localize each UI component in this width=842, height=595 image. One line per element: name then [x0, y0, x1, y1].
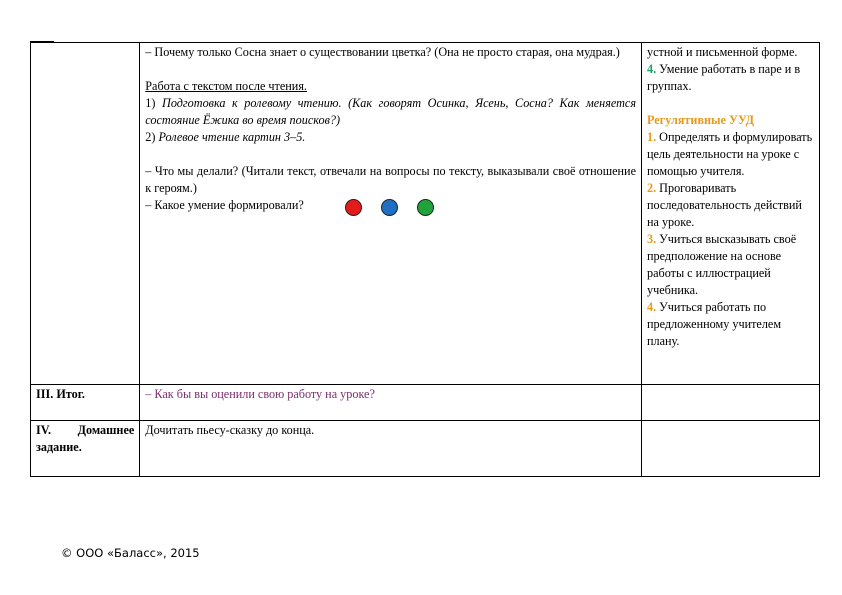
red-circle — [345, 199, 362, 216]
question-3-line — [145, 197, 636, 214]
question-1: – Почему только Сосна знает о существовании цветка? (Она не просто старая, она мудрая.) — [145, 45, 620, 59]
comm-line-top: устной и письменной форме. — [646, 45, 798, 59]
blue-circle — [381, 199, 398, 216]
reg-item-3: 3. Учиться высказывать своё предположение на основе работы с иллюстрацией учебника. — [646, 232, 797, 297]
itog-question-cell: – Как бы вы оценили свою работу на уроке? — [140, 385, 642, 421]
table-row — [31, 385, 820, 421]
table-row — [31, 421, 820, 477]
lesson-table — [30, 42, 820, 477]
self-assessment-dots — [345, 199, 434, 216]
reg-item-4: 4. Учиться работать по предложенному учителем плану. — [646, 300, 782, 348]
homework-task-cell: Дочитать пьесу-сказку до конца. — [140, 421, 642, 477]
after-reading-title: Работа с текстом после чтения. — [145, 79, 307, 93]
itog-uud-cell — [641, 385, 819, 421]
copyright-footer: © ООО «Баласс», 2015 — [61, 546, 200, 560]
teacher-activity-cell — [140, 43, 642, 385]
stage-cell-homework: IV. Домашнее задание. — [31, 421, 140, 477]
question-2: – Что мы делали? (Читали текст, отвечали на вопросы по тексту, выказывали своё отношение к героям.) — [145, 164, 636, 195]
question-3: – Какое умение формировали? — [145, 198, 304, 212]
regulatory-uud-heading: Регулятивные УУД — [646, 113, 755, 127]
table-row — [31, 43, 820, 385]
item-1: 1) Подготовка к ролевому чтению. (Как говорят Осинка, Ясень, Сосна? Как меняется состояние Ёжика во время поисков?) — [145, 96, 636, 127]
uud-cell — [641, 43, 819, 385]
green-circle — [417, 199, 434, 216]
stage-cell-empty — [31, 43, 140, 385]
reg-item-2: 2. Проговаривать последовательность действий на уроке. — [646, 181, 802, 229]
stage-cell-itog: III. Итог. — [31, 385, 140, 421]
comm-item-4: 4. Умение работать в паре и в группах. — [646, 62, 801, 93]
reg-item-1: 1. Определять и формулировать цель деятельности на уроке с помощью учителя. — [646, 130, 813, 178]
item-2: 2) Ролевое чтение картин 3–5. — [145, 130, 306, 144]
homework-uud-cell — [641, 421, 819, 477]
